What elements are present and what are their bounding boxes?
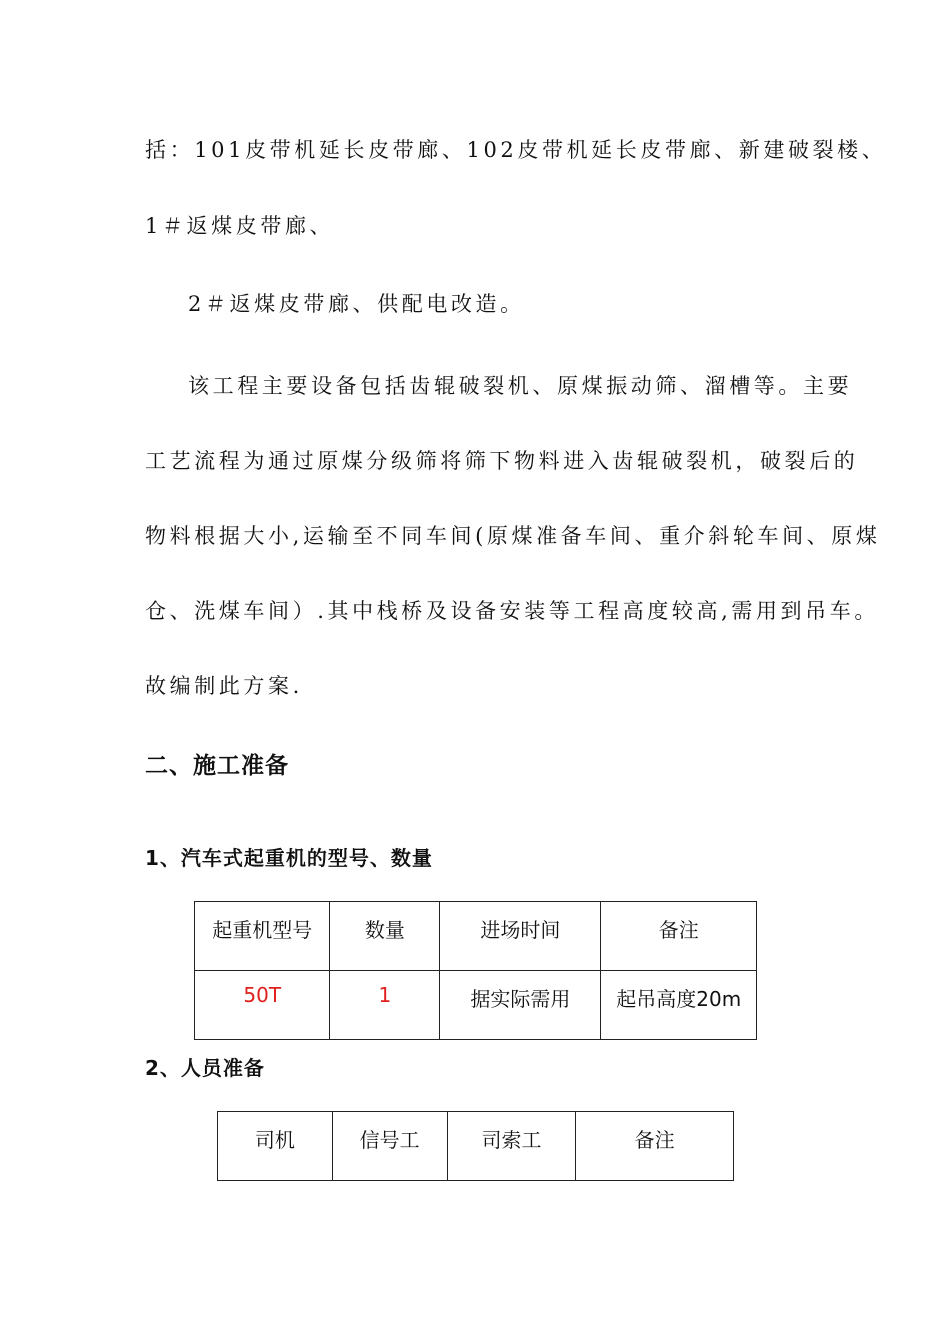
body-line-1: 括：101皮带机延长皮带廊、102皮带机延长皮带廊、新建破裂楼、 [145, 138, 887, 162]
body-line-4: 该工程主要设备包括齿辊破裂机、原煤振动筛、溜槽等。主要 [188, 374, 853, 398]
header-cell-rigger: 司索工 [447, 1112, 576, 1181]
body-line-8: 故编制此方案. [145, 674, 303, 698]
cell-quantity: 1 [330, 971, 440, 1040]
staff-table [217, 1111, 734, 1181]
subheading-crane: 1、汽车式起重机的型号、数量 [145, 846, 433, 870]
header-cell-model: 起重机型号 [195, 902, 330, 971]
subheading-staff: 2、人员准备 [145, 1056, 265, 1080]
header-cell-signalman: 信号工 [332, 1112, 447, 1181]
header-cell-driver: 司机 [218, 1112, 333, 1181]
body-line-7: 仓、洗煤车间）.其中栈桥及设备安装等工程高度较高,需用到吊车。 [145, 599, 879, 623]
cell-model: 50T [195, 971, 330, 1040]
body-line-3: 2＃返煤皮带廊、供配电改造。 [188, 292, 525, 316]
body-line-2: 1＃返煤皮带廊、 [145, 214, 335, 238]
table-row [195, 971, 757, 1040]
header-cell-arrival: 进场时间 [440, 902, 601, 971]
header-cell-quantity: 数量 [330, 902, 440, 971]
table-row [218, 1112, 734, 1181]
body-line-6: 物料根据大小,运输至不同车间(原煤准备车间、重介斜轮车间、原煤 [145, 524, 881, 548]
table-row [195, 902, 757, 971]
section-heading: 二、施工准备 [145, 753, 289, 779]
cell-note: 起吊高度20m [601, 971, 757, 1040]
header-cell-note: 备注 [601, 902, 757, 971]
header-cell-note: 备注 [576, 1112, 734, 1181]
body-line-5: 工艺流程为通过原煤分级筛将筛下物料进入齿辊破裂机，破裂后的 [145, 449, 859, 473]
cell-arrival: 据实际需用 [440, 971, 601, 1040]
crane-table [194, 901, 757, 1040]
